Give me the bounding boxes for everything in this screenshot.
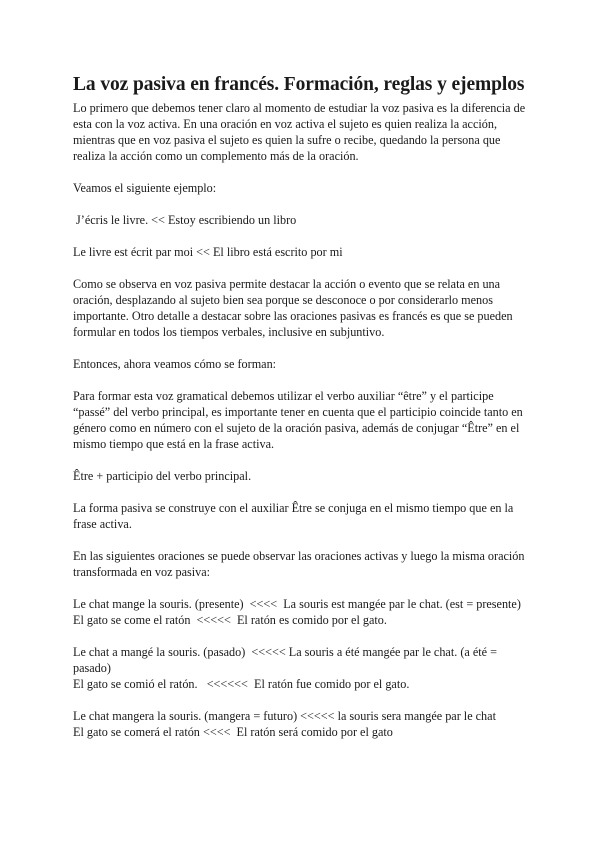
paragraph-intro: Lo primero que debemos tener claro al momento de estudiar la voz pasiva es la diferencia de esta con la voz activa. En una oración en voz activa el sujeto es quien realiza la acción, mientras que en voz pasiva el sujeto es quien la sufre o recibe, quedando la persona que realiza la acción como un complemento más de la oración.: [73, 101, 526, 163]
example-spanish-line: El gato se comió el ratón. <<<<<< El ratón fue comido por el gato.: [73, 677, 410, 691]
paragraph-observation: Como se observa en voz pasiva permite destacar la acción o evento que se relata en una oración, desplazando al sujeto bien sea porque se desconoce o por considerarlo menos importante. Otro detalle a destacar sobre las oraciones pasivas es francés es que se pueden formular en todos los tiempos verbales, inclusive en subjuntivo.: [73, 277, 513, 339]
example-french-line: Le chat mangera la souris. (mangera = futuro) <<<<< la souris sera mangée par le chat: [73, 709, 496, 723]
paragraph-example-intro: Veamos el siguiente ejemplo:: [73, 181, 217, 195]
paragraph-example-passive: Le livre est écrit par moi << El libro está escrito por mi: [73, 245, 343, 259]
paragraph-formula: Être + participio del verbo principal.: [73, 469, 252, 483]
document-page: [73, 72, 528, 740]
paragraph-formation-rule: Para formar esta voz gramatical debemos utilizar el verbo auxiliar “être” y el participe “passé” del verbo principal, es importante tener en cuenta que el participio coincide tanto en género como en número con el sujeto de la oración pasiva, además de conjugar “Être” en el mismo tiempo que está en la frase activa.: [73, 389, 523, 451]
example-block-future: [73, 708, 528, 740]
example-spanish-line: El gato se comerá el ratón <<<< El ratón será comido por el gato: [73, 725, 393, 739]
example-block-past: [73, 644, 528, 692]
example-block-present: [73, 596, 528, 628]
paragraph-auxiliary: La forma pasiva se construye con el auxiliar Être se conjuga en el mismo tiempo que en la frase activa.: [73, 501, 514, 531]
example-french-line: Le chat a mangé la souris. (pasado) <<<<< La souris a été mangée par le chat. (a été = pasado): [73, 645, 501, 675]
paragraph-example-active: J’écris le livre. << Estoy escribiendo un libro: [73, 213, 297, 227]
paragraph-examples-intro: En las siguientes oraciones se puede observar las oraciones activas y luego la misma oración transformada en voz pasiva:: [73, 549, 525, 579]
example-french-line: Le chat mange la souris. (presente) <<<< La souris est mangée par le chat. (est = presente): [73, 597, 521, 611]
document-title: La voz pasiva en francés. Formación, reglas y ejemplos: [73, 74, 525, 95]
paragraph-formation-intro: Entonces, ahora veamos cómo se forman:: [73, 357, 277, 371]
example-spanish-line: El gato se come el ratón <<<<< El ratón es comido por el gato.: [73, 613, 387, 627]
